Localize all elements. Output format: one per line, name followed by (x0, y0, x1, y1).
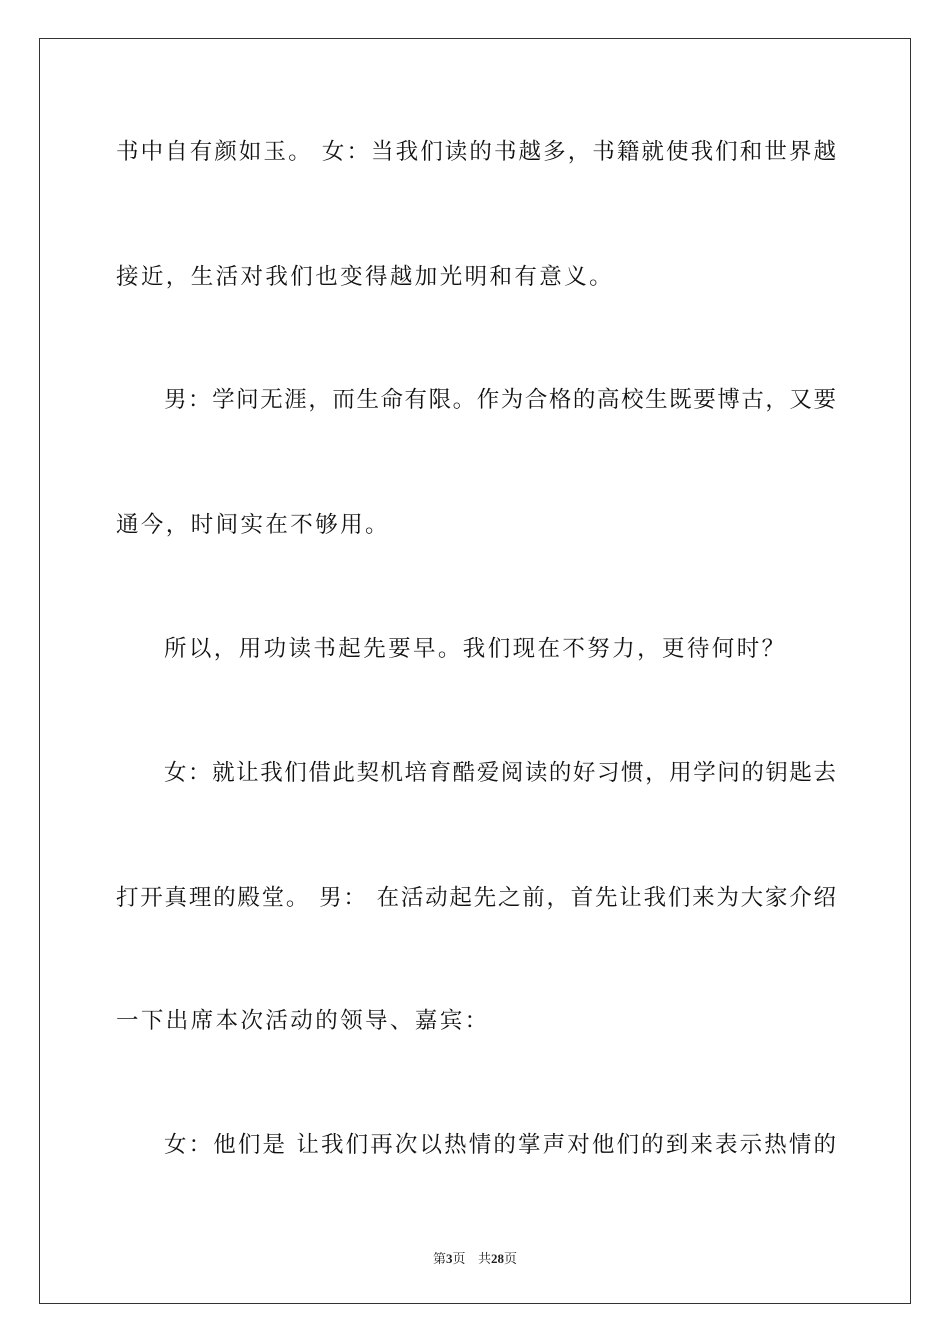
page-footer (0, 1248, 950, 1267)
text-line: 女：他们是 让我们再次以热情的掌声对他们的到来表示热情的 (164, 1132, 836, 1158)
text-line: 所以，用功读书起先要早。我们现在不努力，更待何时？ (164, 636, 787, 662)
footer-page-number: 3 (446, 1251, 453, 1266)
text-line: 女：就让我们借此契机培育酷爱阅读的好习惯，用学问的钥匙去 (164, 760, 836, 786)
text-line: 一下出席本次活动的领导、嘉宾： (116, 1008, 490, 1034)
text-line: 打开真理的殿堂。 男： 在活动起先之前，首先让我们来为大家介绍 (116, 885, 836, 911)
text-line: 书中自有颜如玉。 女：当我们读的书越多，书籍就使我们和世界越 (116, 139, 836, 165)
text-line: 男：学问无涯，而生命有限。作为合格的高校生既要博古，又要 (164, 387, 836, 413)
footer-total-prefix: 共 (477, 1252, 491, 1267)
footer-total-pages: 28 (490, 1251, 504, 1266)
footer-total-suffix: 页 (503, 1252, 517, 1267)
page-border (39, 38, 911, 1304)
text-line: 通今，时间实在不够用。 (116, 512, 390, 538)
footer-page-suffix: 页 (452, 1252, 466, 1267)
footer-page-prefix: 第 (433, 1252, 447, 1267)
text-line: 接近，生活对我们也变得越加光明和有意义。 (116, 264, 615, 290)
